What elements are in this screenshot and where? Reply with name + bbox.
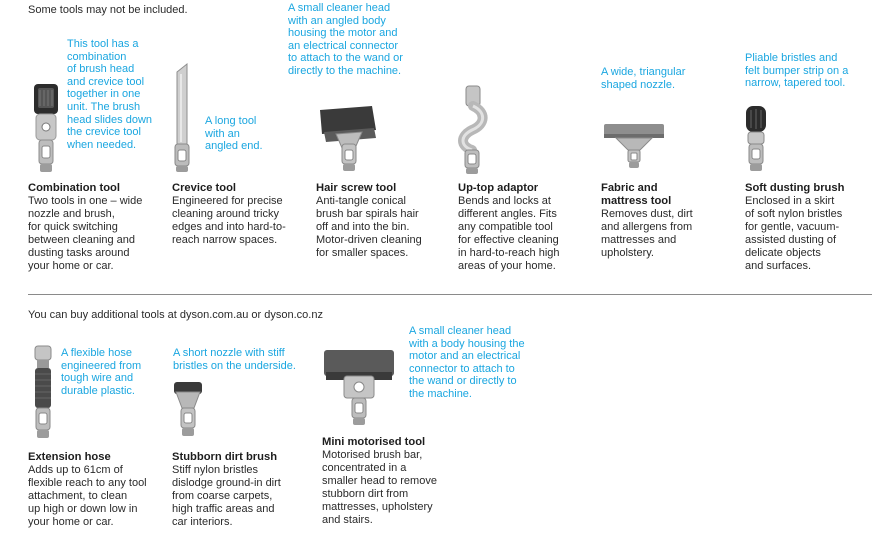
combination-tool-icon bbox=[30, 82, 62, 174]
combination-tool-note: This tool has a combination of brush head and crevice tool together in one unit. The brush head slides down the crevice tool when needed. bbox=[67, 38, 153, 151]
stubborn-dirt-brush-note: A short nozzle with stiff bristles on the underside. bbox=[173, 347, 296, 372]
extension-hose-title: Extension hose bbox=[28, 451, 111, 463]
fabric-mattress-tool-title: Fabric and mattress tool bbox=[601, 182, 672, 207]
intro-text: Some tools may not be included. bbox=[28, 4, 188, 16]
hair-screw-tool-desc: Anti-tangle conical brush bar spirals hair off and into the bin. Motor-driven cleaning for smaller spaces. bbox=[316, 195, 422, 259]
soft-dusting-brush-desc: Enclosed in a skirt of soft nylon bristles for gentle, vacuum- assisted dusting of delicate objects and surfaces. bbox=[745, 195, 843, 272]
fabric-mattress-tool-icon bbox=[602, 120, 666, 170]
stubborn-dirt-brush-title: Stubborn dirt brush bbox=[172, 451, 278, 463]
mini-motorised-tool-note: A small cleaner head with a body housing the motor and an electrical connector to attach to the wand or directly to the machine. bbox=[409, 325, 525, 400]
hair-screw-tool-icon bbox=[316, 104, 380, 174]
extension-hose-icon bbox=[32, 344, 54, 442]
stubborn-dirt-brush-desc: Stiff nylon bristles dislodge ground-in dirt from coarse carpets, high traffic areas and car interiors. bbox=[172, 464, 281, 528]
combination-tool-desc: Two tools in one – wide nozzle and brush, for quick switching between cleaning and dusting tasks around your home or car. bbox=[28, 195, 143, 272]
section-divider bbox=[28, 294, 872, 295]
extension-hose-desc: Adds up to 61cm of flexible reach to any tool attachment, to clean up high or down low in your home or car. bbox=[28, 464, 147, 528]
hair-screw-tool-note: A small cleaner head with an angled body housing the motor and an electrical connector to attach to the wand or directly to the machine. bbox=[288, 2, 403, 77]
soft-dusting-brush-icon bbox=[744, 102, 768, 176]
combination-tool-title: Combination tool bbox=[28, 182, 120, 194]
fabric-mattress-tool-desc: Removes dust, dirt and allergens from mattresses and upholstery. bbox=[601, 208, 693, 259]
soft-dusting-brush-title: Soft dusting brush bbox=[745, 182, 845, 194]
crevice-tool-icon bbox=[172, 62, 192, 174]
soft-dusting-brush-note: Pliable bristles and felt bumper strip on a narrow, tapered tool. bbox=[745, 52, 849, 90]
up-top-adaptor-icon bbox=[456, 84, 488, 176]
mini-motorised-tool-desc: Motorised brush bar, concentrated in a smaller head to remove stubborn dirt from mattresses, upholstery and stairs. bbox=[322, 449, 437, 526]
crevice-tool-desc: Engineered for precise cleaning around tricky edges and into hard-to- reach narrow spaces. bbox=[172, 195, 286, 246]
extension-hose-note: A flexible hose engineered from tough wire and durable plastic. bbox=[61, 347, 142, 397]
stubborn-dirt-brush-icon bbox=[172, 378, 204, 442]
up-top-adaptor-title: Up-top adaptor bbox=[458, 182, 539, 194]
mini-motorised-tool-title: Mini motorised tool bbox=[322, 436, 426, 448]
hair-screw-tool-title: Hair screw tool bbox=[316, 182, 397, 194]
mini-motorised-tool-icon bbox=[322, 348, 396, 428]
crevice-tool-title: Crevice tool bbox=[172, 182, 237, 194]
up-top-adaptor-desc: Bends and locks at different angles. Fits any compatible tool for effective cleaning in hard-to-reach high areas of your home. bbox=[458, 195, 560, 272]
additional-tools-text: You can buy additional tools at dyson.com.au or dyson.co.nz bbox=[28, 309, 323, 321]
fabric-mattress-tool-note: A wide, triangular shaped nozzle. bbox=[601, 66, 686, 91]
crevice-tool-note: A long tool with an angled end. bbox=[205, 115, 263, 153]
